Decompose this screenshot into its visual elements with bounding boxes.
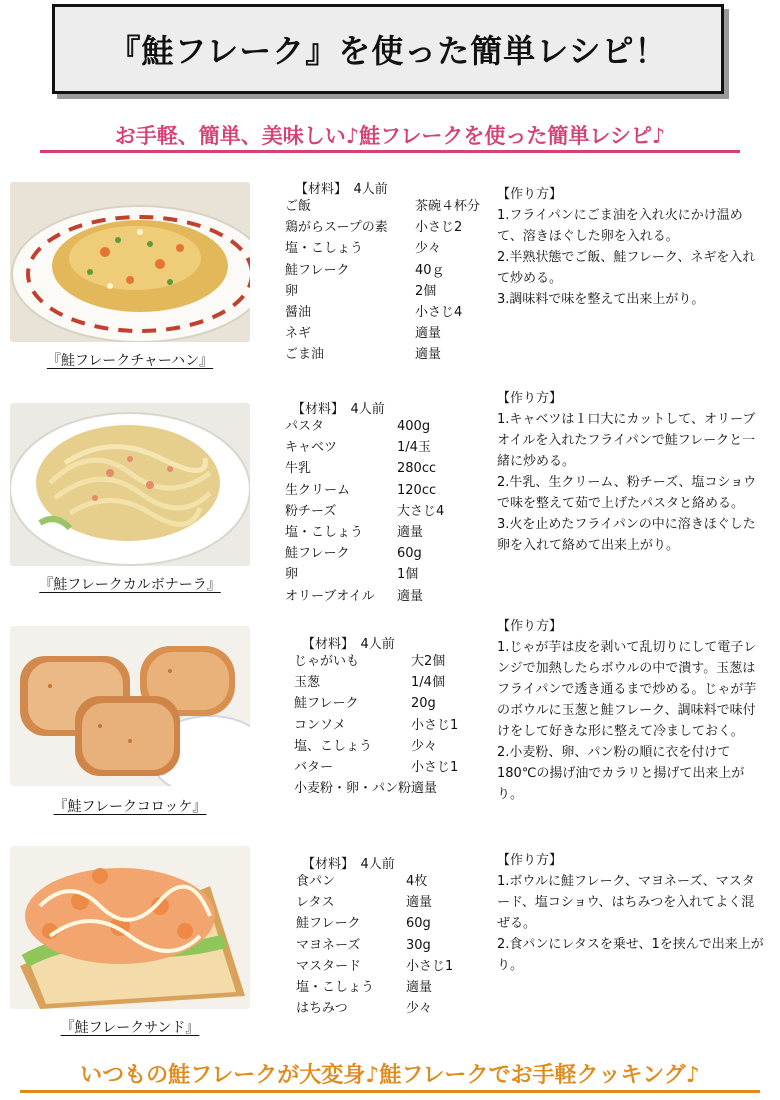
ingredient-name: 鶏がらスープの素 — [285, 220, 388, 236]
ingredient-amount: 適量 — [406, 980, 433, 996]
ingredient-row — [296, 956, 453, 977]
method-step: 3.調味料で味を整えて出来上がり。 — [497, 292, 705, 307]
ingredient-name: キャベツ — [285, 440, 338, 456]
ingredient-row — [285, 543, 444, 564]
ingredient-amount: 適量 — [406, 895, 433, 911]
ingredient-name: ごま油 — [285, 347, 325, 363]
subtitle-underline — [40, 150, 740, 153]
ingredient-row — [296, 935, 453, 956]
ingredient-name: コンソメ — [294, 717, 346, 733]
carbonara-photo — [10, 403, 250, 566]
ingredient-amount: 適量 — [411, 781, 438, 797]
ingredient-amount: 1/4個 — [411, 675, 445, 691]
method-step: 1.ボウルに鮭フレーク、マヨネーズ、マスタード、塩コショウ、はちみつを入れてよく混ぜる。 — [497, 874, 755, 931]
ingredient-name: 食パン — [296, 874, 336, 889]
ingredient-amount: 1/4玉 — [397, 440, 431, 456]
ingredient-name: 牛乳 — [285, 461, 312, 477]
ingredient-amount: 60g — [406, 916, 431, 932]
recipe-caption: 『鮭フレークコロッケ』 — [53, 799, 207, 815]
ingredient-name: マスタード — [296, 958, 362, 974]
ingredient-name: はちみつ — [296, 1001, 348, 1017]
ingredient-row — [285, 344, 480, 365]
ingredient-amount: 小さじ1 — [411, 760, 459, 776]
recipe-caption: 『鮭フレークサンド』 — [60, 1020, 200, 1036]
method-step: 2.牛乳、生クリーム、粉チーズ、塩コショウで味を整えて茹で上げたパスタと絡める。 — [497, 475, 757, 511]
footer-slogan: いつもの鮭フレークが大変身♪鮭フレークでお手軽クッキング♪ — [80, 1063, 700, 1088]
ingredient-amount: 茶碗４杯分 — [415, 199, 481, 214]
ingredient-row — [285, 281, 480, 302]
method-heading: 【作り方】 — [497, 853, 563, 868]
ingredient-name: 卵 — [285, 567, 299, 583]
ingredients-table — [296, 871, 453, 1019]
ingredient-name: 生クリーム — [285, 482, 351, 498]
footer-underline — [20, 1090, 760, 1093]
ingredient-row — [294, 757, 458, 778]
ingredient-amount: 小さじ1 — [411, 717, 459, 733]
ingredient-amount: 適量 — [415, 347, 442, 363]
page-title: 『鮭フレーク』を使った簡単レシピ！ — [108, 32, 668, 70]
sandwich-photo — [10, 846, 250, 1009]
recipe-caption: 『鮭フレークチャーハン』 — [46, 353, 214, 369]
ingredient-amount: 400g — [397, 419, 431, 434]
method-heading: 【作り方】 — [497, 619, 563, 634]
ingredient-amount: 少々 — [415, 241, 442, 257]
ingredient-amount: 20g — [411, 696, 436, 712]
method-step: 2.小麦粉、卵、パン粉の順に衣を付けて180℃の揚げ油でカラリと揚げて出来上がり。 — [497, 745, 745, 802]
ingredient-amount: 60g — [397, 546, 422, 562]
page-title-box — [52, 4, 724, 94]
ingredient-row — [294, 715, 458, 736]
fried-rice-photo — [10, 182, 250, 342]
method-heading: 【作り方】 — [497, 391, 563, 406]
ingredient-amount: 適量 — [397, 588, 424, 604]
ingredient-amount: 120cc — [397, 482, 437, 498]
ingredient-name: 塩・こしょう — [296, 980, 375, 996]
ingredient-amount: 少々 — [411, 738, 438, 754]
ingredient-row — [285, 564, 444, 585]
ingredient-row — [294, 672, 458, 693]
ingredient-amount: 1個 — [397, 567, 419, 583]
ingredient-amount: 少々 — [406, 1001, 433, 1017]
ingredient-name: 鮭フレーク — [296, 916, 361, 932]
ingredient-amount: 適量 — [415, 326, 442, 342]
method-step: 1.じゃが芋は皮を剥いて乱切りにして電子レンジで加熱したらボウルの中で潰す。玉葱はフライパンで透き通るまで炒める。じゃが芋のボウルに玉葱と鮭フレーク、調味料で味付けをして好きな形に整えて冷ましておく。 — [497, 640, 757, 739]
ingredient-amount: 小さじ1 — [406, 958, 454, 974]
ingredient-name: レタス — [296, 895, 335, 911]
ingredient-amount: 280cc — [397, 461, 437, 477]
ingredient-row — [285, 323, 480, 344]
ingredient-row — [285, 437, 444, 458]
ingredient-row — [285, 480, 444, 501]
ingredient-amount: 大さじ4 — [397, 503, 445, 519]
ingredient-row — [294, 693, 458, 714]
ingredient-name: 醤油 — [285, 305, 312, 321]
ingredient-row — [285, 458, 444, 479]
ingredient-row — [285, 416, 444, 437]
ingredient-name: 塩・こしょう — [285, 525, 364, 541]
recipe-caption: 『鮭フレークカルボナーラ』 — [39, 577, 221, 593]
ingredient-row — [285, 238, 480, 259]
method-block — [497, 616, 765, 805]
ingredients-table — [294, 651, 458, 799]
ingredient-row — [296, 871, 453, 892]
croquette-photo — [10, 626, 250, 786]
method-block — [497, 388, 765, 556]
ingredient-amount: 適量 — [397, 525, 424, 541]
ingredient-name: 粉チーズ — [285, 503, 337, 519]
ingredient-name: バター — [294, 760, 334, 776]
ingredient-row — [285, 302, 480, 323]
ingredient-name: 小麦粉・卵・パン粉 — [294, 781, 412, 797]
method-heading: 【作り方】 — [497, 187, 563, 202]
ingredients-heading: 【材料】 4人前 — [302, 637, 395, 652]
ingredients-table — [285, 416, 444, 607]
ingredient-name: 玉葱 — [294, 675, 321, 691]
subtitle: お手軽、簡単、美味しい♪鮭フレークを使った簡単レシピ♪ — [114, 124, 666, 148]
ingredient-row — [294, 651, 458, 672]
ingredient-name: マヨネーズ — [296, 937, 361, 953]
ingredient-name: 塩、こしょう — [294, 738, 373, 754]
ingredient-amount: 大2個 — [411, 654, 446, 669]
method-block — [497, 184, 765, 310]
ingredient-name: オリーブオイル — [285, 588, 375, 604]
ingredient-amount: 30g — [406, 937, 431, 953]
ingredient-row — [296, 913, 453, 934]
ingredient-name: 鮭フレーク — [285, 546, 350, 562]
ingredient-row — [296, 892, 453, 913]
ingredient-name: 鮭フレーク — [285, 262, 350, 278]
ingredient-amount: 40ｇ — [415, 262, 445, 278]
method-step: 3.火を止めたフライパンの中に溶きほぐした卵を入れて絡めて出来上がり。 — [497, 517, 756, 553]
ingredients-heading: 【材料】 4人前 — [295, 182, 388, 197]
ingredient-name: 卵 — [285, 283, 299, 299]
ingredient-amount: 小さじ4 — [415, 305, 463, 321]
ingredients-heading: 【材料】 4人前 — [292, 402, 385, 417]
ingredient-row — [285, 586, 444, 607]
ingredient-row — [296, 977, 453, 998]
ingredient-row — [296, 998, 453, 1019]
ingredient-name: 塩・こしょう — [285, 241, 364, 257]
ingredient-row — [294, 736, 458, 757]
method-step: 1.フライパンにごま油を入れ火にかけ温めて、溶きほぐした卵を入れる。 — [497, 208, 743, 244]
ingredient-row — [285, 196, 480, 217]
ingredient-name: ご飯 — [285, 199, 312, 214]
ingredients-heading: 【材料】 4人前 — [302, 857, 395, 872]
ingredient-row — [285, 501, 444, 522]
ingredient-name: ネギ — [285, 326, 312, 342]
ingredient-amount: 4枚 — [406, 874, 428, 889]
method-block — [497, 850, 765, 976]
ingredient-row — [285, 217, 480, 238]
ingredients-table — [285, 196, 480, 366]
ingredient-row — [285, 260, 480, 281]
ingredient-name: じゃがいも — [294, 654, 360, 669]
ingredient-amount: 小さじ2 — [415, 220, 463, 236]
method-step: 2.半熟状態でご飯、鮭フレーク、ネギを入れて炒める。 — [497, 250, 756, 286]
ingredient-name: 鮭フレーク — [294, 696, 359, 712]
ingredient-row — [294, 778, 458, 799]
ingredient-row — [285, 522, 444, 543]
ingredient-amount: 2個 — [415, 283, 437, 299]
ingredient-name: パスタ — [285, 419, 325, 434]
method-step: 1.キャベツは１口大にカットして、オリーブオイルを入れたフライパンで鮭フレークと一緒に炒める。 — [497, 412, 756, 469]
method-step: 2.食パンにレタスを乗せ、1を挟んで出来上がり。 — [497, 937, 764, 973]
